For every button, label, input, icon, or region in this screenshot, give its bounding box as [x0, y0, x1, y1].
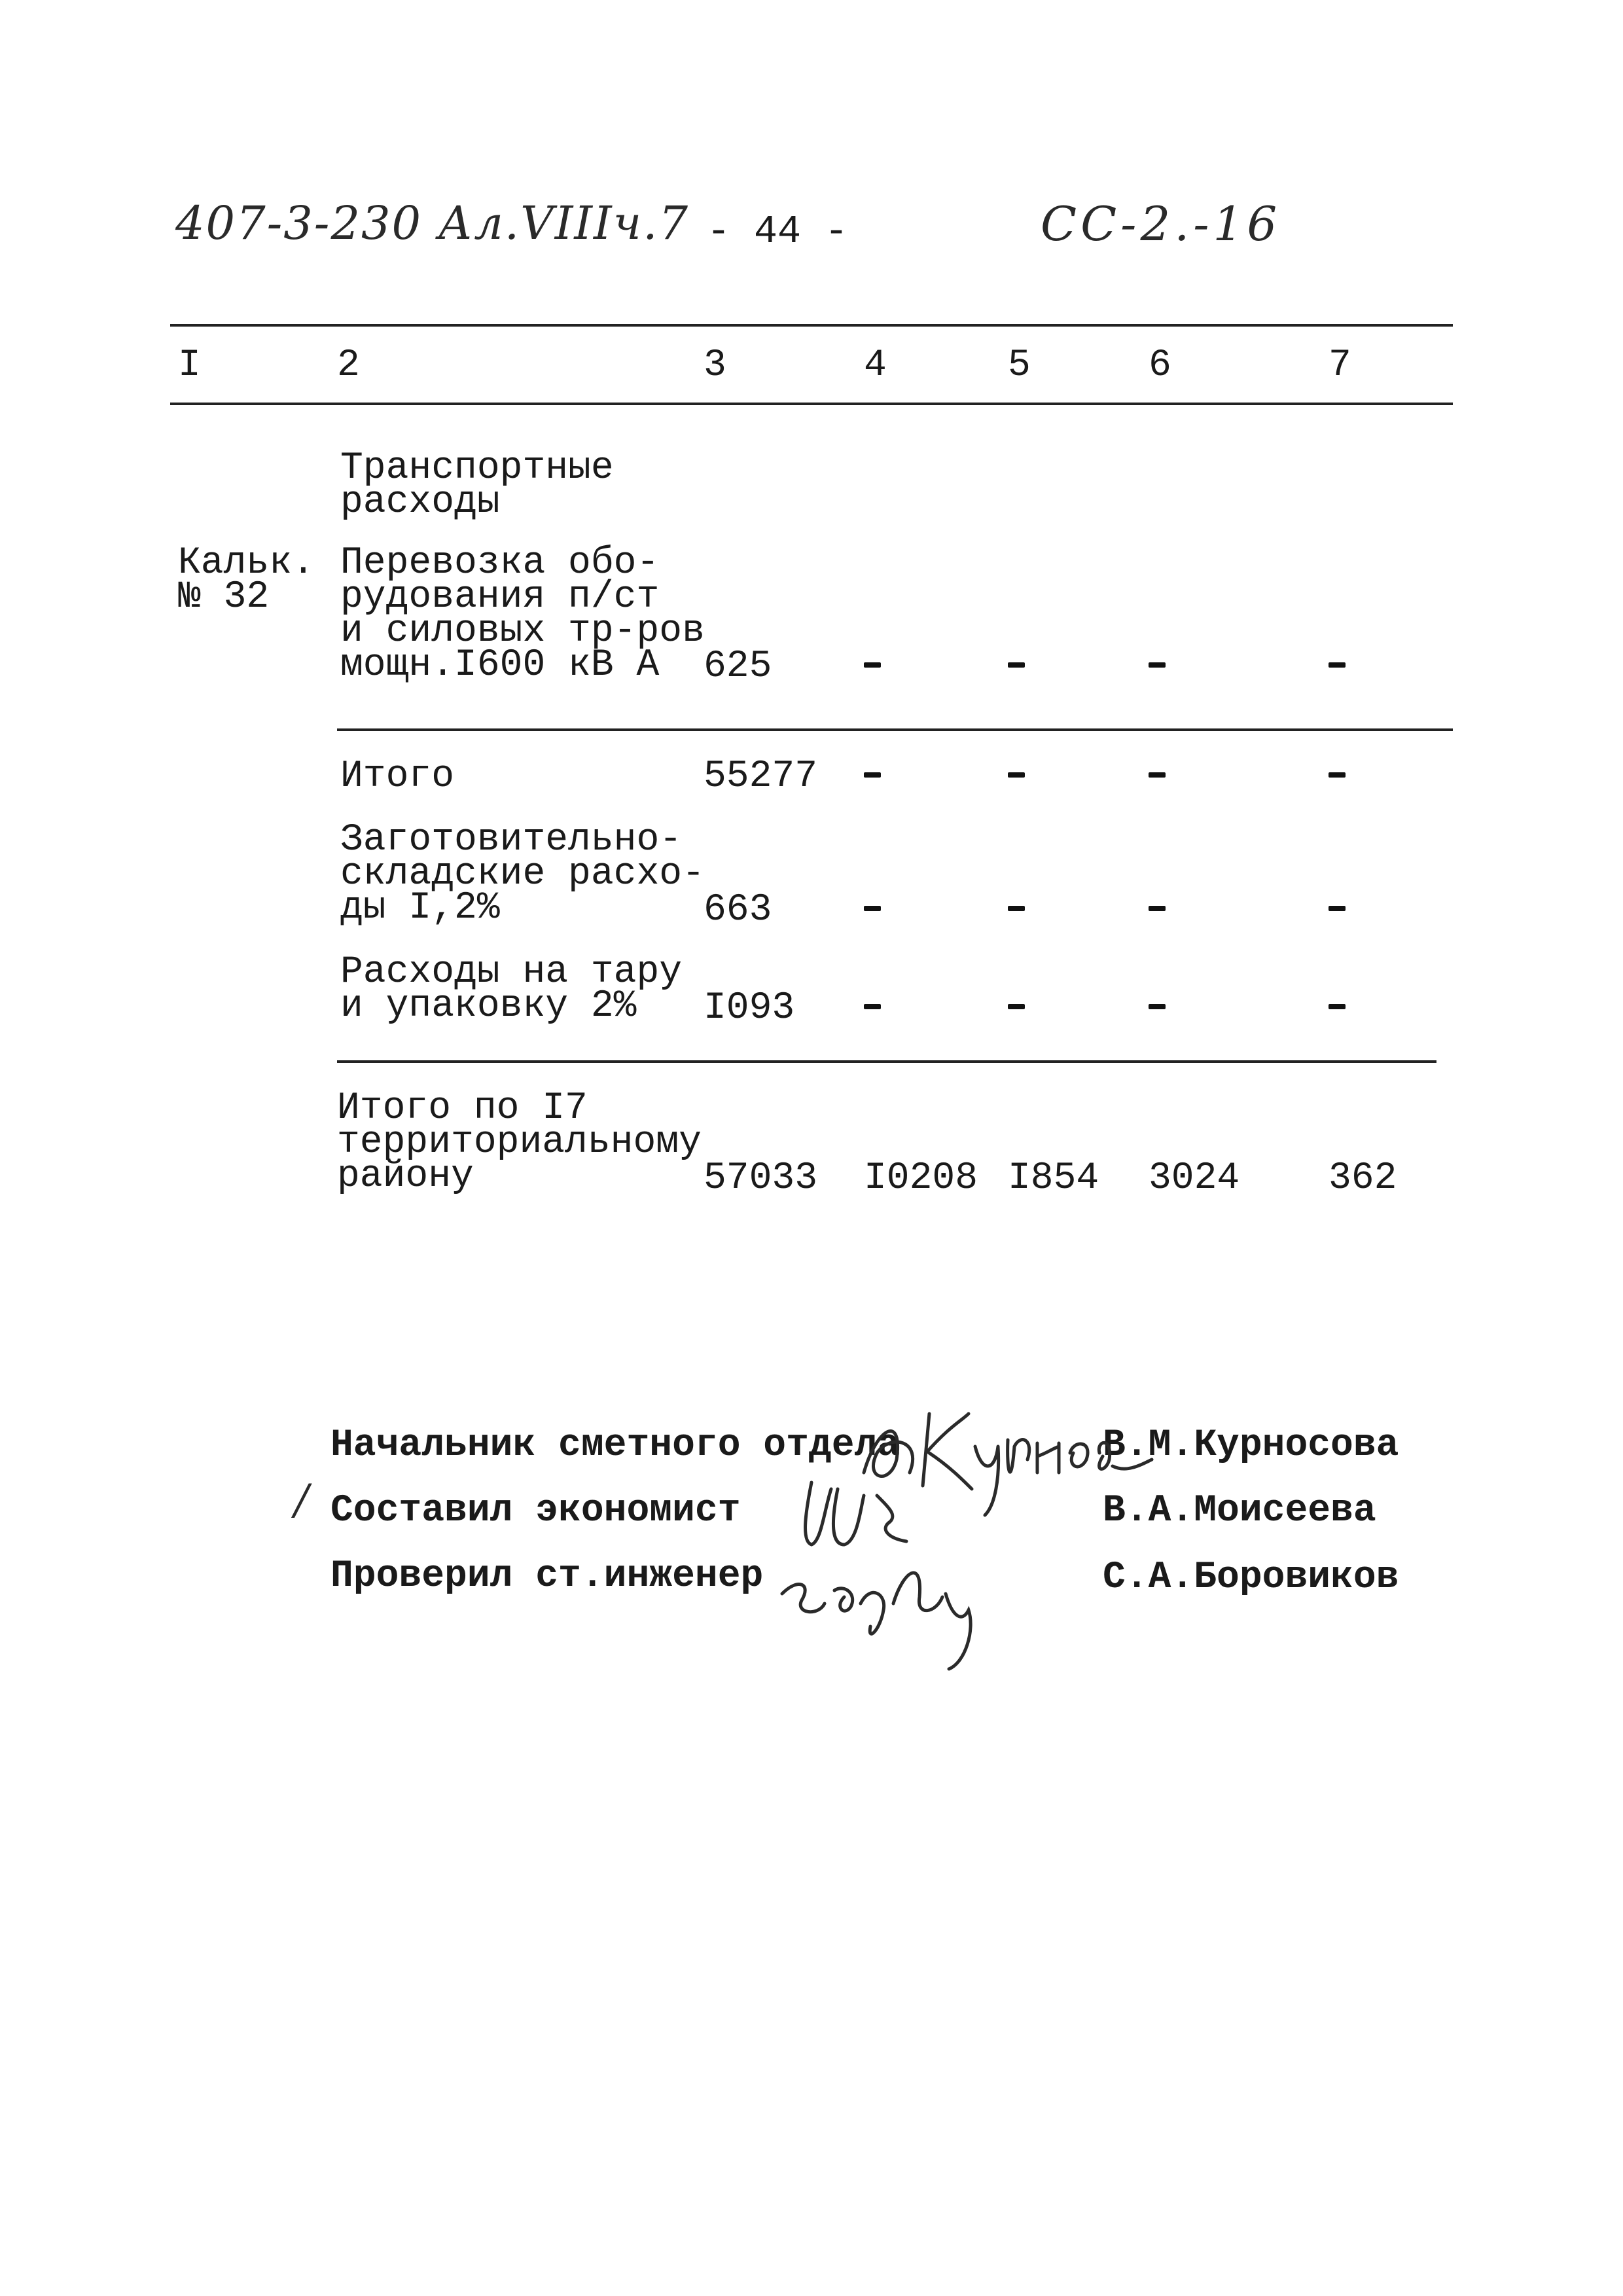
- signature-name-2: В.А.Моисеева: [1103, 1490, 1376, 1532]
- row-1-desc: Перевозка обо- рудования п/ст и силовых тр-ров мощн.I600 кВ А: [340, 542, 705, 687]
- column-header-3: 3: [704, 344, 726, 387]
- row-4-col-5-dash: [1008, 1004, 1025, 1009]
- row-5-col-4: I0208: [864, 1157, 978, 1200]
- row-2-desc: Итого: [340, 755, 455, 798]
- row-5-col-7: 362: [1329, 1157, 1397, 1200]
- column-header-5: 5: [1008, 344, 1031, 387]
- row-2-col-5-dash: [1008, 772, 1025, 778]
- total-rule: [337, 1060, 1436, 1063]
- row-2-col-7-dash: [1329, 772, 1346, 778]
- row-3-col-4-dash: [864, 906, 881, 911]
- section-title: Транспортные расходы: [340, 447, 614, 524]
- signature-name-3: С.А.Боровиков: [1103, 1556, 1399, 1599]
- row-2-col-3: 55277: [704, 755, 818, 798]
- row-1-col-4-dash: [864, 662, 881, 668]
- signature-autograph-3: [772, 1532, 995, 1649]
- row-1-col-7-dash: [1329, 662, 1346, 668]
- row-3-desc: Заготовительно- складские расхо- ды I,2%: [340, 819, 705, 929]
- row-3-col-5-dash: [1008, 906, 1025, 911]
- row-1-ref: Кальк. № 32: [178, 542, 315, 619]
- row-3-col-6-dash: [1149, 906, 1166, 911]
- row-5-desc: Итого по I7 территориальному району: [337, 1087, 702, 1198]
- page-number: - 44 -: [707, 210, 849, 255]
- sheet-code: СС-2.-16: [1041, 196, 1281, 251]
- row-5-col-5: I854: [1008, 1157, 1099, 1200]
- row-4-desc: Расходы на тару и упаковку 2%: [340, 951, 683, 1028]
- signature-name-1: В.М.Курносова: [1103, 1424, 1399, 1467]
- row-4-col-3: I093: [704, 987, 795, 1030]
- row-2-col-6-dash: [1149, 772, 1166, 778]
- row-5-col-3: 57033: [704, 1157, 818, 1200]
- column-header-6: 6: [1149, 344, 1171, 387]
- margin-tick-mark: /: [294, 1476, 309, 1524]
- row-1-col-6-dash: [1149, 662, 1166, 668]
- column-header-4: 4: [864, 344, 887, 387]
- row-4-col-7-dash: [1329, 1004, 1346, 1009]
- row-2-col-4-dash: [864, 772, 881, 778]
- signature-role-1: Начальник сметного отдела: [330, 1424, 901, 1467]
- row-3-col-3: 663: [704, 889, 772, 931]
- row-4-col-4-dash: [864, 1004, 881, 1009]
- table-top-rule: [170, 324, 1453, 327]
- header-bottom-rule: [170, 403, 1453, 405]
- row-1-col-3: 625: [704, 645, 772, 688]
- column-header-2: 2: [337, 344, 360, 387]
- row-1-col-5-dash: [1008, 662, 1025, 668]
- signature-role-3: Проверил ст.инженер: [330, 1555, 764, 1598]
- subtotal-rule: [337, 728, 1453, 731]
- row-4-col-6-dash: [1149, 1004, 1166, 1009]
- row-5-col-6: 3024: [1149, 1157, 1240, 1200]
- signature-role-2: Составил экономист: [330, 1490, 741, 1532]
- column-header-1: I: [178, 344, 201, 387]
- document-code: 407-3-230 Ал.VIIIч.7: [175, 196, 689, 250]
- row-3-col-7-dash: [1329, 906, 1346, 911]
- column-header-7: 7: [1329, 344, 1351, 387]
